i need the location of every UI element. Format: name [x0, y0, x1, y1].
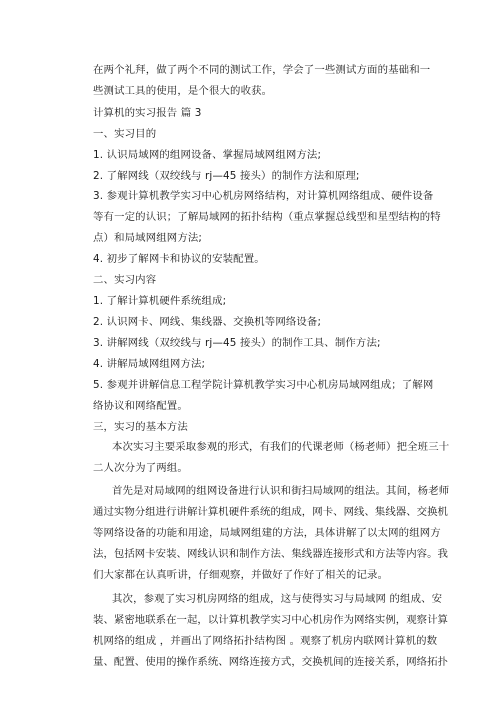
- paragraph-line: 二人次分为了两组。: [93, 462, 188, 474]
- section-heading-content: 二、实习内容: [93, 274, 157, 286]
- section-heading-method: 三，实习的基本方法: [93, 421, 188, 433]
- paragraph-line: 量、配置、使用的操作系统、网络连接方式，交换机间的连接关系，网络拓扑: [93, 656, 448, 668]
- paragraph-line: 法，包括网卡安装、网线认识和制作方法、集线器连接形式和方法等内容。我: [93, 548, 448, 560]
- list-item: 2. 认识网卡、网线、集线器、交换机等网络设备;: [93, 316, 322, 328]
- list-item-continuation: 络协议和网络配置。: [93, 400, 188, 412]
- list-item: 2. 了解网线（双绞线与 rj—45 接头）的制作方法和原理;: [93, 170, 360, 182]
- list-item: 3. 参观计算机教学实习中心机房网络结构，对计算机网络组成、硬件设备: [93, 190, 434, 202]
- list-item: 4. 讲解局域网组网方法;: [93, 358, 206, 370]
- list-item-continuation: 等有一定的认识；了解局域网的拓扑结构（重点掌握总线型和星型结构的特: [93, 211, 441, 223]
- paragraph-line: 机网络的组成 ，并画出了网络拓扑结构图 。观察了机房内联网计算机的数: [93, 635, 438, 647]
- list-item-continuation: 点）和局域网组网方法;: [93, 232, 203, 244]
- paragraph-line: 们大家都在认真听讲，仔细观察，并做好了作好了相关的记录。: [93, 569, 389, 581]
- paragraph-line: 其次，参观了实习机房网络的组成，这与使得实习与局域网 的组成、安: [112, 593, 443, 605]
- paragraph-line: 些测试工具的使用，是个很大的收获。: [93, 85, 273, 97]
- list-item: 1. 认识局域网的组网设备、掌握局域网组网方法;: [93, 149, 322, 161]
- section-heading-purpose: 一、实习目的: [93, 128, 157, 140]
- paragraph-line: 首先是对局域网的组网设备进行认识和街扫局域网的组法。其间，杨老师: [112, 485, 450, 497]
- report-heading: 计算机的实习报告 篇 3: [93, 107, 202, 119]
- list-item: 5. 参观并讲解信息工程学院计算机教学实习中心机房局域网组成；了解网: [93, 379, 434, 391]
- paragraph-line: 本次实习主要采取参观的形式，有我们的代课老师（杨老师）把全班三十: [112, 441, 450, 453]
- list-item: 4. 初步了解网卡和协议的安装配置。: [93, 253, 265, 265]
- paragraph-line: 装、紧密地联系在一起，以计算机教学实习中心机房作为网络实例，观察计算: [93, 614, 448, 626]
- paragraph-line: 等网络设备的功能和用途，局域网组建的方法，具体讲解了以太网的组网方: [93, 527, 441, 539]
- list-item: 1. 了解计算机硬件系统组成;: [93, 295, 227, 307]
- paragraph-line: 通过实物分组进行讲解计算机硬件系统的组成，网卡、网线、集线器、交换机: [93, 506, 448, 518]
- paragraph-line: 在两个礼拜，做了两个不同的测试工作，学会了一些测试方面的基础和一: [93, 64, 431, 76]
- list-item: 3. 讲解网线（双绞线与 rj—45 接头）的制作工具、制作方法;: [93, 337, 381, 349]
